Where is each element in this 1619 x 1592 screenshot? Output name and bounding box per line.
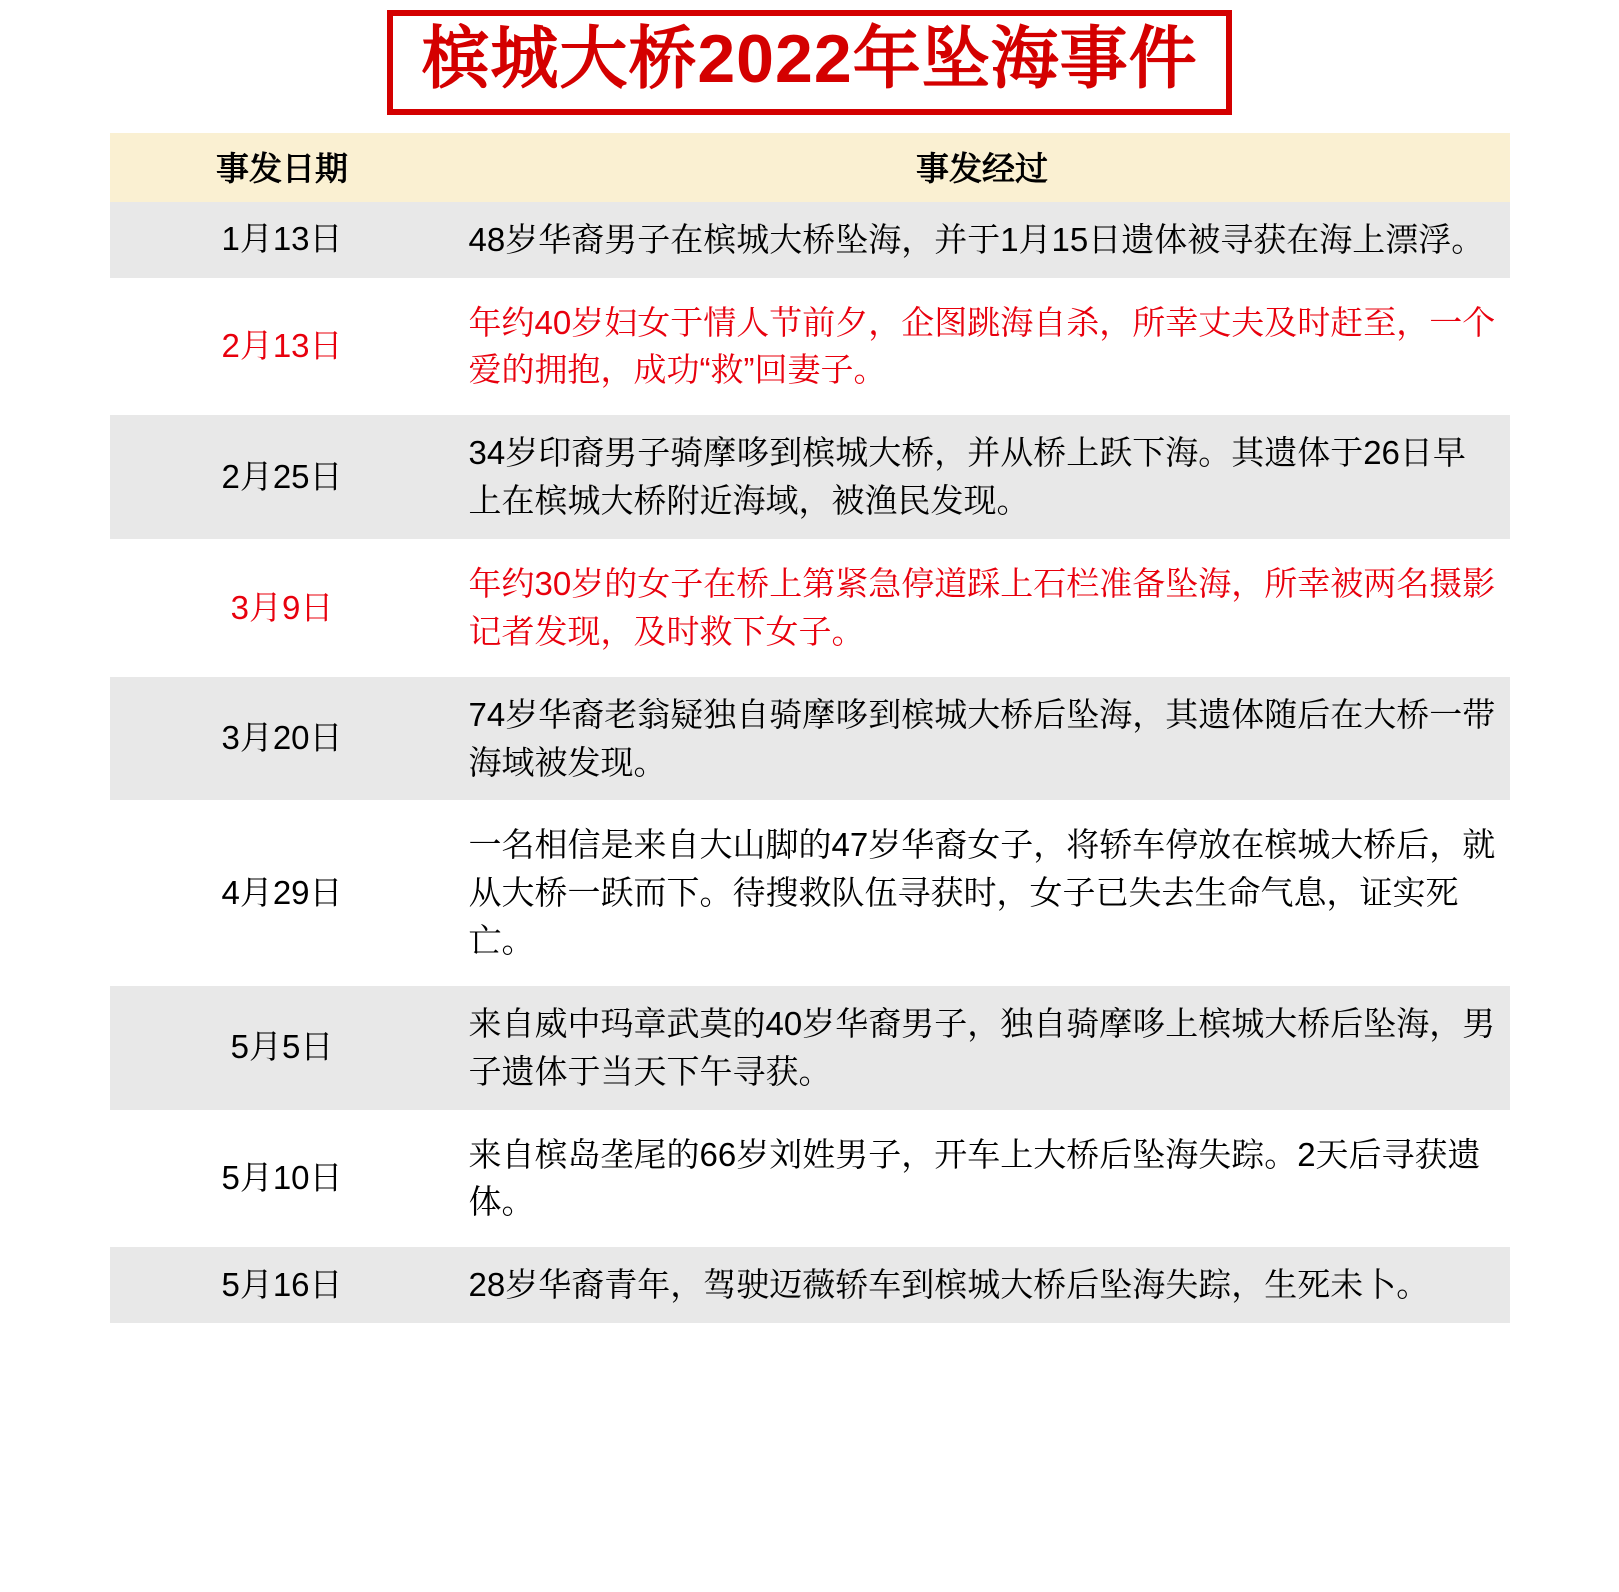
row-spacer-cell [110,979,1510,986]
row-spacer [110,539,1510,546]
table-row [110,546,1510,670]
cell-description: 34岁印裔男子骑摩哆到槟城大桥，并从桥上跃下海。其遗体于26日早上在槟城大桥附近海域，被渔民发现。 [455,415,1510,539]
cell-date: 1月13日 [110,202,455,278]
table-row [110,1247,1510,1323]
column-header-date: 事发日期 [110,133,455,202]
row-spacer-cell [110,670,1510,677]
incident-table [110,133,1510,1323]
row-spacer [110,1110,1510,1117]
row-spacer [110,800,1510,807]
cell-date: 3月20日 [110,677,455,801]
row-spacer [110,670,1510,677]
cell-description: 年约30岁的女子在桥上第紧急停道踩上石栏准备坠海，所幸被两名摄影记者发现，及时救下女子。 [455,546,1510,670]
row-spacer-cell [110,408,1510,415]
row-spacer-cell [110,539,1510,546]
row-spacer-cell [110,800,1510,807]
table-row [110,202,1510,278]
row-spacer [110,979,1510,986]
table-row [110,415,1510,539]
table-row [110,677,1510,801]
cell-description: 年约40岁妇女于情人节前夕，企图跳海自杀，所幸丈夫及时赶至，一个爱的拥抱，成功“救”回妻子。 [455,285,1510,409]
table-row [110,285,1510,409]
table-body [110,202,1510,1323]
cell-description: 来自槟岛垄尾的66岁刘姓男子，开车上大桥后坠海失踪。2天后寻获遗体。 [455,1117,1510,1241]
row-spacer-cell [110,1240,1510,1247]
cell-description: 48岁华裔男子在槟城大桥坠海，并于1月15日遗体被寻获在海上漂浮。 [455,202,1510,278]
cell-date: 2月25日 [110,415,455,539]
page-title: 槟城大桥2022年坠海事件 [421,21,1198,97]
title-container [0,0,1619,115]
table-row [110,807,1510,979]
row-spacer [110,408,1510,415]
row-spacer-cell [110,1110,1510,1117]
table-header [110,133,1510,202]
cell-description: 28岁华裔青年，驾驶迈薇轿车到槟城大桥后坠海失踪，生死未卜。 [455,1247,1510,1323]
column-header-description: 事发经过 [455,133,1510,202]
table-row [110,986,1510,1110]
cell-description: 一名相信是来自大山脚的47岁华裔女子，将轿车停放在槟城大桥后，就从大桥一跃而下。待搜救队伍寻获时，女子已失去生命气息，证实死亡。 [455,807,1510,979]
cell-description: 74岁华裔老翁疑独自骑摩哆到槟城大桥后坠海，其遗体随后在大桥一带海域被发现。 [455,677,1510,801]
table-row [110,1117,1510,1241]
cell-date: 5月5日 [110,986,455,1110]
cell-date: 2月13日 [110,285,455,409]
cell-description: 来自威中玛章武莫的40岁华裔男子，独自骑摩哆上槟城大桥后坠海，男子遗体于当天下午寻获。 [455,986,1510,1110]
header-row [110,133,1510,202]
row-spacer [110,1240,1510,1247]
row-spacer-cell [110,278,1510,285]
title-box [387,10,1231,115]
cell-date: 4月29日 [110,807,455,979]
cell-date: 5月16日 [110,1247,455,1323]
row-spacer [110,278,1510,285]
cell-date: 3月9日 [110,546,455,670]
cell-date: 5月10日 [110,1117,455,1241]
